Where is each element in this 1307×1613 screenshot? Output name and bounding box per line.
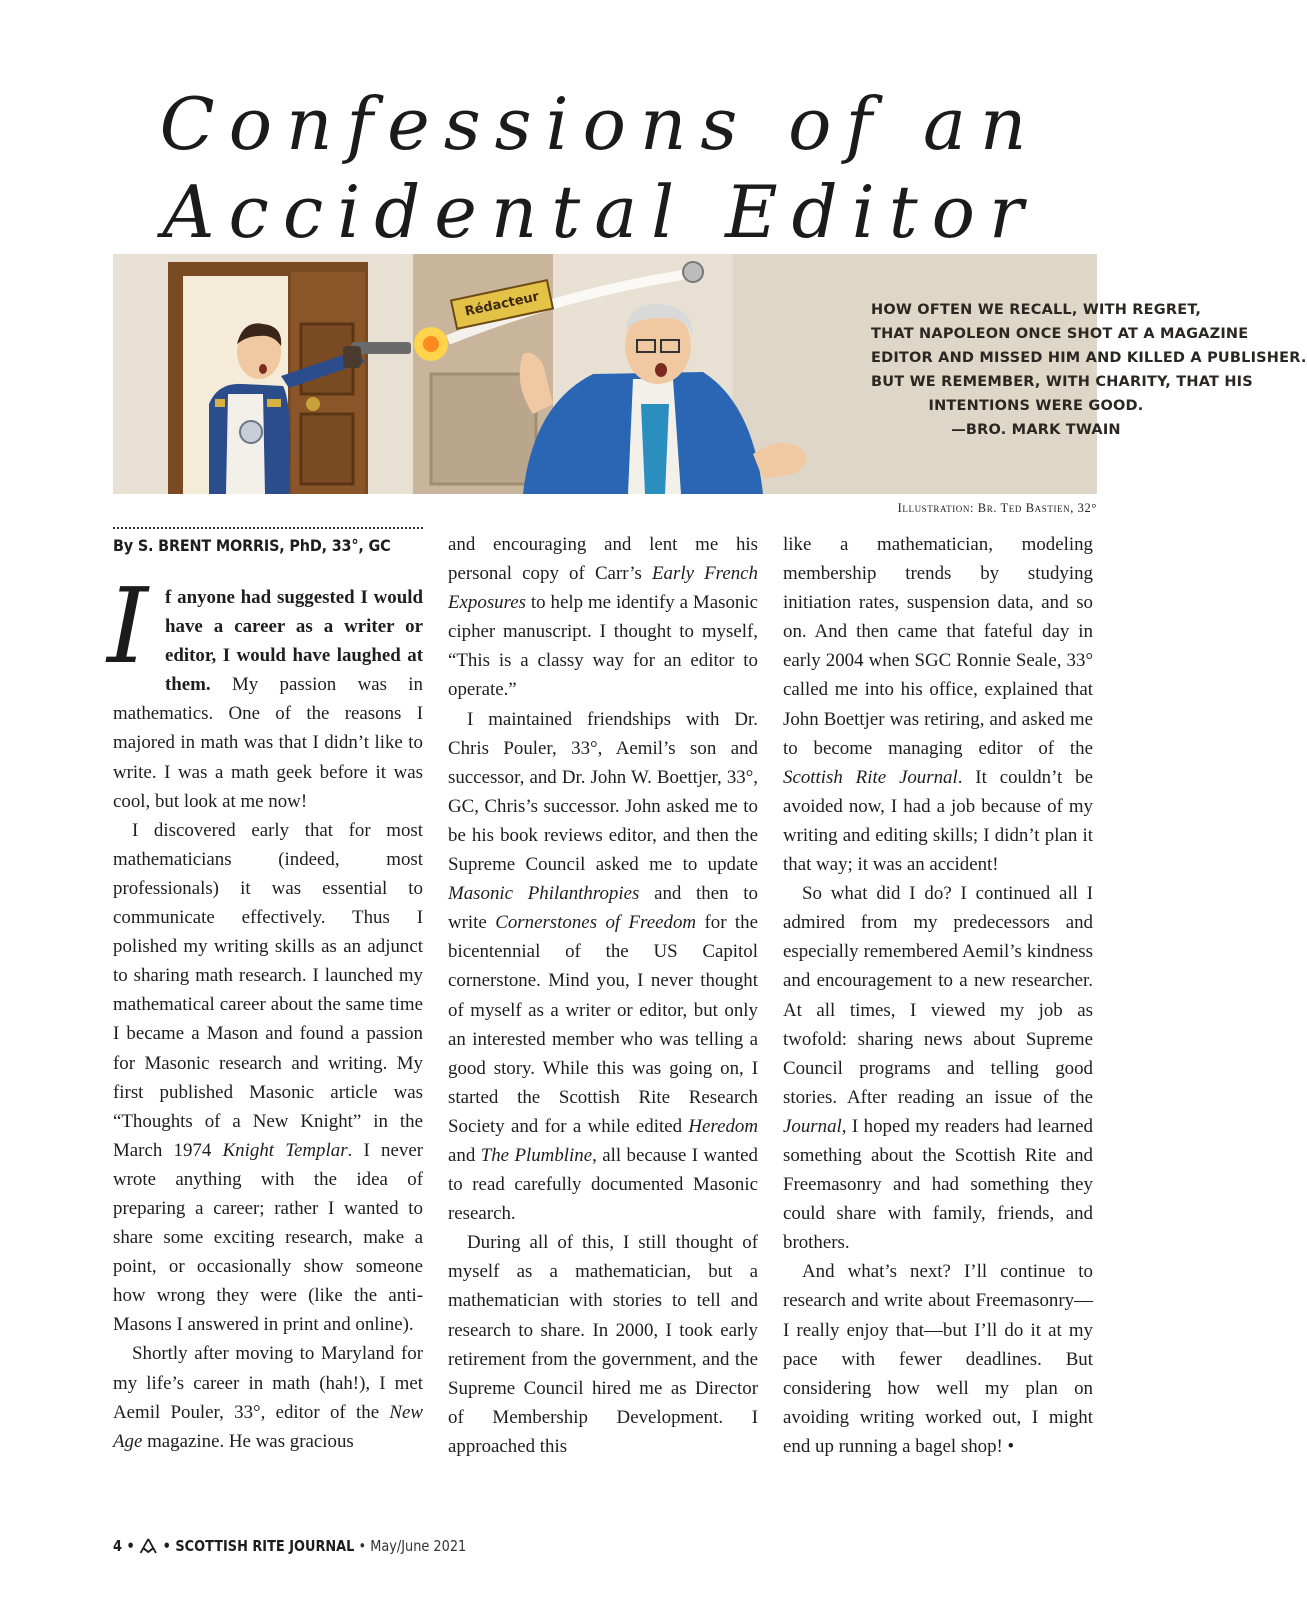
quote-line: EDITOR AND MISSED HIM AND KILLED A PUBLISHER. [871, 350, 1307, 366]
quote-attribution: —BRO. MARK TWAIN [951, 422, 1121, 438]
publication-title: Early French Exposures [448, 563, 758, 614]
paragraph [113, 1339, 423, 1455]
publication-title: Knight Templar [222, 1139, 348, 1161]
publication-title: Scottish Rite Journal [783, 766, 958, 788]
paragraph-text: for the bicentennial of the US Capitol cornerstone. Mind you, I never thought of myself as a writer or editor, but only an interested member who was telling a good story. While this was going on, I started the Scottish Rite Research Society and for a while edited [448, 912, 758, 1137]
title-line-1: Confessions of an [159, 82, 1041, 166]
footer-separator: • [121, 1537, 140, 1555]
paragraph [448, 705, 758, 1229]
page-footer [113, 1537, 466, 1558]
paragraph-text: . I never wrote anything with the idea of preparing a career; rather I wanted to share some exciting research, make a point, or occasionally show someone how wrong they were (like the anti-Masons I answered in print and online). [113, 1139, 423, 1336]
byline-rule [113, 527, 423, 529]
journal-name: SCOTTISH RITE JOURNAL [175, 1537, 355, 1555]
paragraph [783, 530, 1093, 879]
page-number: 4 [113, 1537, 122, 1555]
paragraph-text: , I hoped my readers had learned something about the Scottish Rite and Freemasonry and had something they could share with family, friends, and brothers. [783, 1115, 1093, 1254]
paragraph-text: During all of this, I still thought of myself as a mathematician, but a mathematician with stories to tell and research to share. In 2000, I took early retirement from the government, and the Supreme Council hired me as Director of Membership Development. I approached this [448, 1232, 758, 1457]
lead-in: f anyone had suggested I would have a career as a writer or editor, I would have laughed at them. [165, 587, 423, 696]
paragraph-text: My passion was in mathematics. One of the reasons I majored in math was that I didn’t like to write. I was a math geek before it was cool, but look at me now! [113, 674, 423, 812]
paragraph-text: , all because I wanted to read carefully documented Masonic research. [448, 1144, 758, 1225]
footer-separator: • [354, 1537, 371, 1555]
publication-title: Journal [783, 1115, 842, 1137]
column-3 [783, 530, 1093, 1461]
paragraph [448, 530, 758, 705]
publication-title: Cornerstones of Freedom [495, 912, 697, 934]
paragraph-text: and then to write [448, 883, 758, 934]
article-title [110, 80, 1090, 256]
paragraph-text: So what did I do? I continued all I admired from my predecessors and especially remembered Aemil’s kindness and encouragement to a new researcher. At all times, I viewed my job as twofold: sharing news about Supreme Council programs and telling good stories. After reading an issue of the [783, 883, 1093, 1108]
paragraph-text: . It couldn’t be avoided now, I had a job because of my writing and editing skills; I didn’t plan it that way; it was an accident! [783, 766, 1093, 876]
paragraph-text: Shortly after moving to Maryland for my life’s career in math (hah!), I met Aemil Pouler, 33°, editor of the [113, 1343, 423, 1423]
quote-line: INTENTIONS WERE GOOD. [928, 398, 1144, 414]
column-2 [448, 530, 758, 1461]
illustration [113, 254, 1307, 494]
paragraph [448, 1228, 758, 1461]
paragraph-text: and encouraging and lent me his personal copy of Carr’s [448, 534, 758, 585]
paragraph-text: and [448, 1144, 481, 1166]
paragraph-text: to help me identify a Masonic cipher manuscript. I thought to myself, “This is a classy way for an editor to operate.” [448, 592, 758, 701]
publication-title: The Plumbline [480, 1144, 593, 1166]
drop-cap: I [107, 565, 149, 687]
paragraph-text: And what’s next? I’ll continue to research and write about Freemasonry—I really enjoy that—but I’ll do it at my pace with fewer deadlines. But considering how well my plan on avoiding writing worked out, I might end up running a bagel shop! • [783, 1261, 1093, 1457]
title-line-2: Accidental Editor [162, 170, 1038, 254]
square-compass-icon [139, 1538, 158, 1558]
publication-title: Masonic Philanthropies [448, 883, 640, 905]
footer-separator: • [158, 1537, 176, 1555]
twain-quote [871, 298, 1307, 442]
illustration-credit: Illustration: Br. Ted Bastien, 32° [897, 501, 1097, 515]
column-1 [107, 565, 423, 1456]
publication-title: New Age [113, 1401, 423, 1452]
paragraph-text: I discovered early that for most mathematicians (indeed, most professionals) it was essential to communicate effectively. Thus I polished my writing skills as an adjunct to sharing math research. I launched my mathematical career about the same time I became a Mason and found a passion for Masonic research and writing. My first published Masonic article was “Thoughts of a New Knight” in the March 1974 [113, 819, 423, 1161]
quote-line: THAT NAPOLEON ONCE SHOT AT A MAGAZINE [871, 326, 1249, 342]
paragraph [107, 565, 423, 816]
byline: By S. BRENT MORRIS, PhD, 33°, GC [113, 536, 391, 555]
quote-line: BUT WE REMEMBER, WITH CHARITY, THAT HIS [871, 374, 1253, 390]
paragraph [783, 1257, 1093, 1461]
paragraph-text: magazine. He was gracious [142, 1430, 354, 1452]
paragraph-text: I maintained friendships with Dr. Chris Pouler, 33°, Aemil’s son and successor, and Dr. John W. Boettjer, 33°, GC, Chris’s successor. John asked me to be his book reviews editor, and then the Supreme Council asked me to update [448, 708, 758, 876]
paragraph-text: like a mathematician, modeling membership trends by studying initiation rates, suspension data, and so on. And then came that fateful day in early 2004 when SGC Ronnie Seale, 33° called me into his office, explained that John Boettjer was retiring, and asked me to become managing editor of the [783, 534, 1093, 759]
publication-title: Heredom [688, 1115, 758, 1137]
quote-line: HOW OFTEN WE RECALL, WITH REGRET, [871, 302, 1202, 318]
paragraph [113, 816, 423, 1340]
paragraph [783, 879, 1093, 1257]
issue-date: May/June 2021 [370, 1537, 467, 1555]
redacteur-sign: Rédacteur [450, 279, 554, 330]
